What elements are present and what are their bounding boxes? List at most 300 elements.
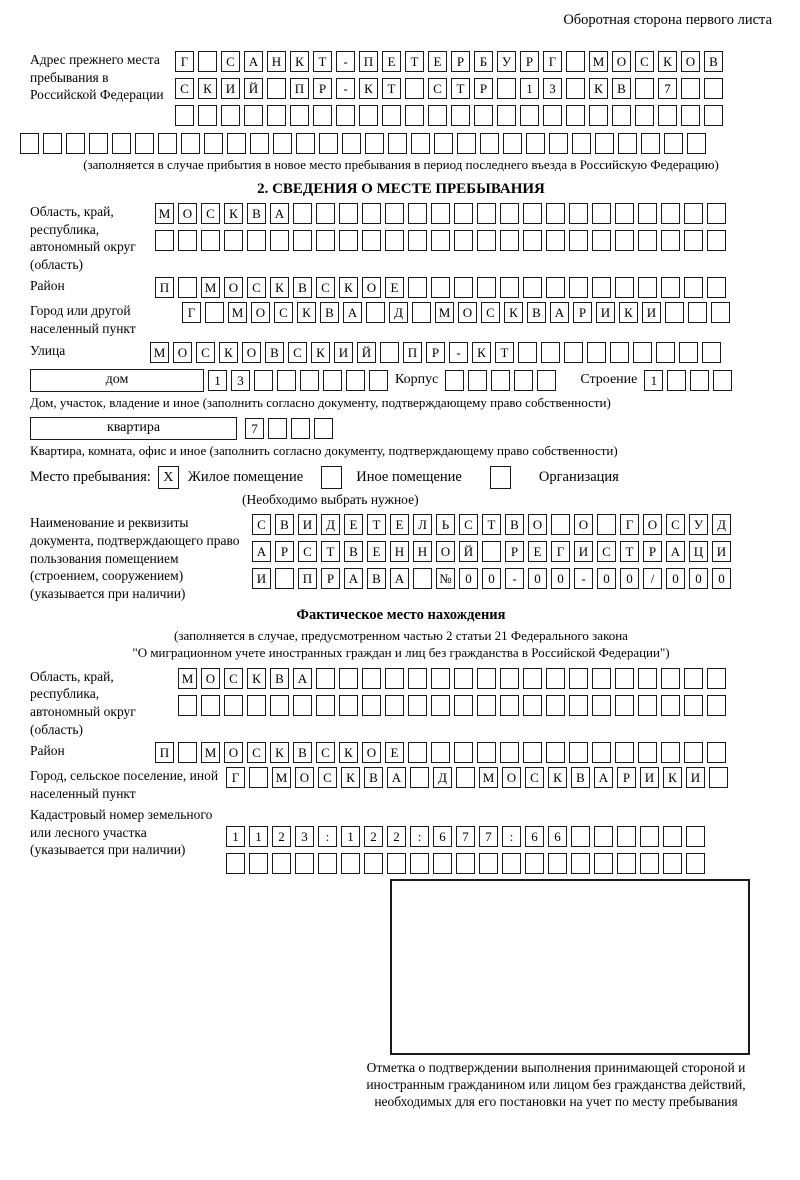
char-box[interactable] — [247, 230, 266, 251]
char-box[interactable] — [385, 695, 404, 716]
char-box[interactable]: Е — [385, 742, 404, 763]
char-box[interactable]: М — [228, 302, 247, 323]
char-box[interactable]: Н — [413, 541, 432, 562]
char-box[interactable]: А — [252, 541, 271, 562]
char-box[interactable]: Е — [344, 514, 363, 535]
char-box[interactable] — [661, 230, 680, 251]
char-box[interactable] — [709, 767, 728, 788]
char-box[interactable] — [454, 668, 473, 689]
char-box[interactable]: - — [574, 568, 593, 589]
char-box[interactable]: У — [689, 514, 708, 535]
char-box[interactable] — [205, 302, 224, 323]
char-box[interactable]: Р — [426, 342, 445, 363]
char-box[interactable]: О — [224, 277, 243, 298]
char-box[interactable]: Р — [451, 51, 470, 72]
char-box[interactable]: Е — [390, 514, 409, 535]
char-box[interactable]: Е — [385, 277, 404, 298]
char-box[interactable] — [523, 668, 542, 689]
char-box[interactable]: Т — [495, 342, 514, 363]
char-box[interactable] — [546, 742, 565, 763]
char-box[interactable]: Т — [405, 51, 424, 72]
char-box[interactable]: 1 — [249, 826, 268, 847]
char-box[interactable] — [617, 826, 636, 847]
char-box[interactable]: 6 — [433, 826, 452, 847]
char-box[interactable]: С — [318, 767, 337, 788]
char-box[interactable] — [592, 695, 611, 716]
char-box[interactable] — [362, 695, 381, 716]
char-box[interactable] — [633, 342, 652, 363]
char-box[interactable] — [688, 302, 707, 323]
char-box[interactable]: 3 — [295, 826, 314, 847]
char-box[interactable] — [339, 695, 358, 716]
char-box[interactable]: : — [502, 826, 521, 847]
char-box[interactable] — [686, 826, 705, 847]
char-box[interactable]: С — [196, 342, 215, 363]
char-box[interactable]: К — [270, 277, 289, 298]
char-box[interactable] — [595, 133, 614, 154]
char-box[interactable]: Т — [367, 514, 386, 535]
char-box[interactable]: 7 — [456, 826, 475, 847]
char-box[interactable]: В — [270, 668, 289, 689]
char-box[interactable] — [380, 342, 399, 363]
char-box[interactable]: В — [367, 568, 386, 589]
char-box[interactable]: С — [224, 668, 243, 689]
char-box[interactable]: К — [341, 767, 360, 788]
char-box[interactable]: А — [594, 767, 613, 788]
char-box[interactable] — [275, 568, 294, 589]
char-box[interactable] — [273, 133, 292, 154]
char-box[interactable] — [571, 853, 590, 874]
char-box[interactable]: У — [497, 51, 516, 72]
char-box[interactable]: А — [550, 302, 569, 323]
char-box[interactable] — [479, 853, 498, 874]
char-box[interactable]: М — [201, 277, 220, 298]
char-box[interactable] — [566, 51, 585, 72]
char-box[interactable] — [594, 826, 613, 847]
char-box[interactable]: С — [274, 302, 293, 323]
char-box[interactable] — [497, 78, 516, 99]
char-box[interactable]: : — [410, 826, 429, 847]
char-box[interactable]: Р — [573, 302, 592, 323]
char-box[interactable] — [546, 230, 565, 251]
char-box[interactable] — [638, 277, 657, 298]
char-box[interactable] — [250, 133, 269, 154]
char-box[interactable] — [549, 133, 568, 154]
char-box[interactable]: 3 — [543, 78, 562, 99]
char-box[interactable]: - — [336, 78, 355, 99]
char-box[interactable] — [667, 370, 686, 391]
char-box[interactable] — [571, 826, 590, 847]
char-box[interactable]: А — [244, 51, 263, 72]
char-box[interactable]: К — [548, 767, 567, 788]
char-box[interactable] — [707, 668, 726, 689]
char-box[interactable] — [523, 230, 542, 251]
char-box[interactable] — [293, 695, 312, 716]
char-box[interactable]: 0 — [597, 568, 616, 589]
char-box[interactable] — [592, 742, 611, 763]
char-box[interactable] — [204, 133, 223, 154]
char-box[interactable] — [249, 853, 268, 874]
char-box[interactable]: И — [252, 568, 271, 589]
char-box[interactable] — [477, 695, 496, 716]
char-box[interactable]: О — [201, 668, 220, 689]
char-box[interactable] — [525, 853, 544, 874]
char-box[interactable]: А — [343, 302, 362, 323]
char-box[interactable]: В — [265, 342, 284, 363]
char-box[interactable]: Н — [390, 541, 409, 562]
char-box[interactable]: М — [150, 342, 169, 363]
char-box[interactable] — [342, 133, 361, 154]
char-box[interactable]: 2 — [272, 826, 291, 847]
char-box[interactable] — [618, 133, 637, 154]
char-box[interactable] — [543, 105, 562, 126]
char-box[interactable] — [548, 853, 567, 874]
char-box[interactable] — [641, 133, 660, 154]
char-box[interactable] — [155, 230, 174, 251]
char-box[interactable]: О — [643, 514, 662, 535]
char-box[interactable]: Й — [244, 78, 263, 99]
char-box[interactable] — [690, 370, 709, 391]
char-box[interactable] — [684, 230, 703, 251]
char-box[interactable] — [526, 133, 545, 154]
char-box[interactable]: Д — [389, 302, 408, 323]
char-box[interactable] — [684, 668, 703, 689]
char-box[interactable] — [316, 203, 335, 224]
char-box[interactable]: 0 — [620, 568, 639, 589]
char-box[interactable]: С — [175, 78, 194, 99]
char-box[interactable] — [638, 668, 657, 689]
char-box[interactable]: П — [359, 51, 378, 72]
char-box[interactable] — [707, 230, 726, 251]
char-box[interactable]: П — [298, 568, 317, 589]
char-box[interactable]: С — [597, 541, 616, 562]
char-box[interactable] — [112, 133, 131, 154]
char-box[interactable]: - — [505, 568, 524, 589]
char-box[interactable] — [661, 695, 680, 716]
char-box[interactable] — [296, 133, 315, 154]
char-box[interactable]: Г — [543, 51, 562, 72]
char-box[interactable] — [500, 277, 519, 298]
char-box[interactable]: П — [155, 277, 174, 298]
char-box[interactable] — [615, 742, 634, 763]
char-box[interactable] — [339, 203, 358, 224]
char-box[interactable]: 2 — [387, 826, 406, 847]
char-box[interactable] — [500, 203, 519, 224]
char-box[interactable] — [665, 302, 684, 323]
char-box[interactable] — [244, 105, 263, 126]
char-box[interactable] — [482, 541, 501, 562]
char-box[interactable]: К — [658, 51, 677, 72]
char-box[interactable]: О — [362, 277, 381, 298]
char-box[interactable]: С — [635, 51, 654, 72]
char-box[interactable] — [454, 742, 473, 763]
char-box[interactable] — [408, 230, 427, 251]
char-box[interactable] — [267, 78, 286, 99]
char-box[interactable] — [291, 418, 310, 439]
char-box[interactable]: И — [642, 302, 661, 323]
char-box[interactable] — [594, 853, 613, 874]
char-box[interactable] — [661, 277, 680, 298]
char-box[interactable] — [198, 51, 217, 72]
char-box[interactable] — [566, 105, 585, 126]
char-box[interactable]: К — [619, 302, 638, 323]
char-box[interactable]: Д — [712, 514, 731, 535]
char-box[interactable] — [175, 105, 194, 126]
char-box[interactable] — [707, 277, 726, 298]
char-box[interactable] — [318, 853, 337, 874]
char-box[interactable] — [201, 230, 220, 251]
char-box[interactable] — [316, 695, 335, 716]
char-box[interactable] — [385, 668, 404, 689]
char-box[interactable] — [592, 230, 611, 251]
char-box[interactable]: В — [364, 767, 383, 788]
char-box[interactable] — [410, 767, 429, 788]
char-box[interactable] — [592, 668, 611, 689]
char-box[interactable] — [661, 742, 680, 763]
char-box[interactable] — [663, 826, 682, 847]
char-box[interactable] — [523, 695, 542, 716]
char-box[interactable]: Т — [382, 78, 401, 99]
char-box[interactable] — [523, 742, 542, 763]
char-box[interactable] — [364, 853, 383, 874]
char-box[interactable] — [520, 105, 539, 126]
char-box[interactable] — [43, 133, 62, 154]
char-box[interactable]: А — [270, 203, 289, 224]
char-box[interactable] — [314, 418, 333, 439]
char-box[interactable]: № — [436, 568, 455, 589]
char-box[interactable]: С — [525, 767, 544, 788]
char-box[interactable] — [158, 133, 177, 154]
char-box[interactable] — [412, 302, 431, 323]
char-box[interactable] — [684, 695, 703, 716]
char-box[interactable] — [300, 370, 319, 391]
char-box[interactable] — [500, 742, 519, 763]
char-box[interactable]: Р — [617, 767, 636, 788]
char-box[interactable]: В — [275, 514, 294, 535]
char-box[interactable] — [500, 230, 519, 251]
checkbox-other-premises[interactable] — [321, 466, 342, 489]
char-box[interactable] — [658, 105, 677, 126]
char-box[interactable] — [656, 342, 675, 363]
char-box[interactable] — [456, 853, 475, 874]
char-box[interactable] — [20, 133, 39, 154]
char-box[interactable] — [268, 418, 287, 439]
char-box[interactable] — [385, 203, 404, 224]
char-box[interactable]: 1 — [644, 370, 663, 391]
char-box[interactable] — [227, 133, 246, 154]
char-box[interactable] — [431, 203, 450, 224]
char-box[interactable] — [500, 695, 519, 716]
char-box[interactable] — [569, 668, 588, 689]
char-box[interactable] — [385, 230, 404, 251]
char-box[interactable]: - — [449, 342, 468, 363]
char-box[interactable]: 6 — [525, 826, 544, 847]
char-box[interactable]: С — [252, 514, 271, 535]
char-box[interactable] — [592, 203, 611, 224]
char-box[interactable]: С — [288, 342, 307, 363]
char-box[interactable] — [181, 133, 200, 154]
char-box[interactable] — [405, 78, 424, 99]
char-box[interactable] — [681, 78, 700, 99]
char-box[interactable] — [615, 230, 634, 251]
char-box[interactable] — [336, 105, 355, 126]
char-box[interactable]: К — [224, 203, 243, 224]
char-box[interactable] — [451, 105, 470, 126]
char-box[interactable]: Г — [182, 302, 201, 323]
char-box[interactable] — [615, 695, 634, 716]
char-box[interactable]: 7 — [658, 78, 677, 99]
char-box[interactable]: К — [663, 767, 682, 788]
char-box[interactable] — [221, 105, 240, 126]
char-box[interactable] — [433, 853, 452, 874]
char-box[interactable] — [226, 853, 245, 874]
char-box[interactable] — [359, 105, 378, 126]
char-box[interactable]: О — [528, 514, 547, 535]
char-box[interactable] — [411, 133, 430, 154]
char-box[interactable]: / — [643, 568, 662, 589]
char-box[interactable]: О — [178, 203, 197, 224]
char-box[interactable] — [497, 105, 516, 126]
char-box[interactable]: К — [504, 302, 523, 323]
char-box[interactable]: Р — [520, 51, 539, 72]
char-box[interactable] — [684, 203, 703, 224]
char-box[interactable] — [431, 277, 450, 298]
char-box[interactable] — [617, 853, 636, 874]
char-box[interactable]: И — [686, 767, 705, 788]
char-box[interactable] — [502, 853, 521, 874]
char-box[interactable] — [135, 133, 154, 154]
char-box[interactable]: Р — [321, 568, 340, 589]
char-box[interactable] — [477, 277, 496, 298]
char-box[interactable]: С — [316, 742, 335, 763]
char-box[interactable] — [587, 342, 606, 363]
char-box[interactable]: 2 — [364, 826, 383, 847]
char-box[interactable]: Т — [482, 514, 501, 535]
char-box[interactable] — [661, 668, 680, 689]
char-box[interactable]: А — [666, 541, 685, 562]
char-box[interactable] — [711, 302, 730, 323]
char-box[interactable]: 1 — [226, 826, 245, 847]
char-box[interactable] — [365, 133, 384, 154]
char-box[interactable]: О — [362, 742, 381, 763]
char-box[interactable]: 0 — [666, 568, 685, 589]
char-box[interactable]: О — [612, 51, 631, 72]
char-box[interactable]: Т — [313, 51, 332, 72]
char-box[interactable] — [323, 370, 342, 391]
char-box[interactable]: Е — [367, 541, 386, 562]
char-box[interactable] — [564, 342, 583, 363]
char-box[interactable] — [178, 695, 197, 716]
char-box[interactable] — [638, 230, 657, 251]
char-box[interactable] — [410, 853, 429, 874]
char-box[interactable]: - — [336, 51, 355, 72]
char-box[interactable]: 0 — [459, 568, 478, 589]
char-box[interactable] — [480, 133, 499, 154]
char-box[interactable]: Р — [275, 541, 294, 562]
char-box[interactable] — [270, 695, 289, 716]
char-box[interactable]: Л — [413, 514, 432, 535]
char-box[interactable]: Д — [433, 767, 452, 788]
char-box[interactable]: Е — [382, 51, 401, 72]
char-box[interactable] — [247, 695, 266, 716]
char-box[interactable] — [707, 695, 726, 716]
char-box[interactable]: В — [571, 767, 590, 788]
char-box[interactable] — [684, 742, 703, 763]
char-box[interactable]: К — [339, 742, 358, 763]
char-box[interactable] — [523, 203, 542, 224]
char-box[interactable]: К — [290, 51, 309, 72]
char-box[interactable]: 0 — [712, 568, 731, 589]
char-box[interactable]: Р — [474, 78, 493, 99]
char-box[interactable]: М — [272, 767, 291, 788]
char-box[interactable] — [477, 230, 496, 251]
char-box[interactable]: Н — [267, 51, 286, 72]
char-box[interactable] — [388, 133, 407, 154]
char-box[interactable] — [663, 853, 682, 874]
char-box[interactable] — [295, 853, 314, 874]
char-box[interactable] — [316, 230, 335, 251]
char-box[interactable] — [503, 133, 522, 154]
char-box[interactable] — [687, 133, 706, 154]
char-box[interactable]: С — [666, 514, 685, 535]
char-box[interactable]: И — [221, 78, 240, 99]
char-box[interactable] — [500, 668, 519, 689]
char-box[interactable] — [408, 742, 427, 763]
char-box[interactable]: А — [293, 668, 312, 689]
char-box[interactable]: Г — [175, 51, 194, 72]
char-box[interactable] — [272, 853, 291, 874]
char-box[interactable] — [339, 668, 358, 689]
char-box[interactable] — [201, 695, 220, 716]
char-box[interactable] — [491, 370, 510, 391]
char-box[interactable] — [640, 853, 659, 874]
checkbox-residential[interactable]: X — [158, 466, 179, 489]
char-box[interactable] — [454, 230, 473, 251]
char-box[interactable]: С — [221, 51, 240, 72]
char-box[interactable] — [224, 230, 243, 251]
char-box[interactable] — [341, 853, 360, 874]
char-box[interactable]: К — [247, 668, 266, 689]
char-box[interactable]: О — [502, 767, 521, 788]
char-box[interactable]: Ц — [689, 541, 708, 562]
char-box[interactable] — [454, 203, 473, 224]
char-box[interactable] — [638, 695, 657, 716]
char-box[interactable] — [569, 277, 588, 298]
char-box[interactable] — [661, 203, 680, 224]
char-box[interactable]: С — [247, 277, 266, 298]
char-box[interactable]: К — [589, 78, 608, 99]
char-box[interactable]: М — [155, 203, 174, 224]
char-box[interactable]: : — [318, 826, 337, 847]
char-box[interactable] — [277, 370, 296, 391]
char-box[interactable]: С — [316, 277, 335, 298]
char-box[interactable]: К — [472, 342, 491, 363]
char-box[interactable] — [615, 277, 634, 298]
char-box[interactable]: 1 — [208, 370, 227, 391]
char-box[interactable]: П — [403, 342, 422, 363]
char-box[interactable] — [638, 742, 657, 763]
char-box[interactable]: Т — [321, 541, 340, 562]
char-box[interactable] — [293, 203, 312, 224]
char-box[interactable]: А — [390, 568, 409, 589]
char-box[interactable]: П — [290, 78, 309, 99]
char-box[interactable]: К — [297, 302, 316, 323]
char-box[interactable] — [537, 370, 556, 391]
char-box[interactable]: И — [334, 342, 353, 363]
char-box[interactable]: 1 — [341, 826, 360, 847]
char-box[interactable]: П — [155, 742, 174, 763]
char-box[interactable] — [635, 105, 654, 126]
